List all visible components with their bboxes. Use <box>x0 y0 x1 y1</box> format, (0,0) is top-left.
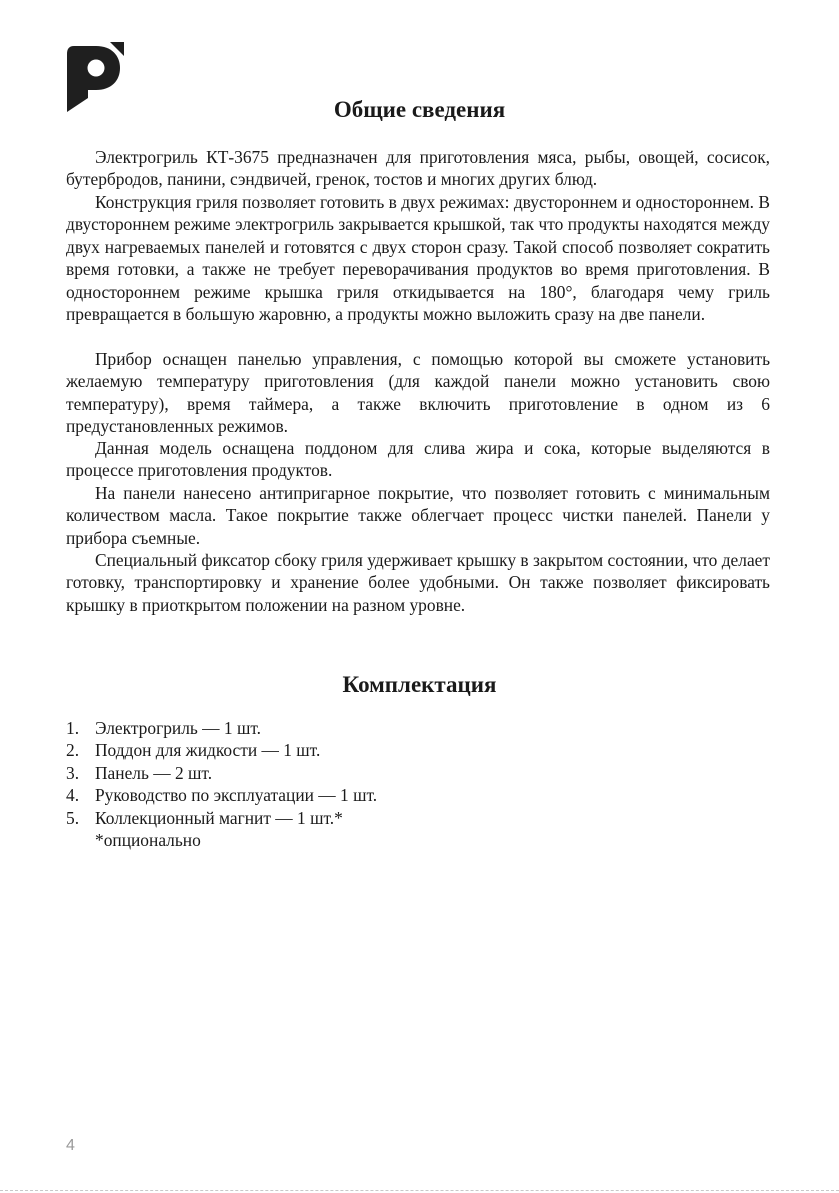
list-item-text: Руководство по эксплуатации — 1 шт. <box>95 785 378 806</box>
list-item-number: 1. <box>66 718 80 738</box>
paragraph-control-panel: Прибор оснащен панелью управления, с помощью которой вы сможете установить желаемую температуру приготовления (для каждой панели можно установить свою температуру), время таймера, а также включить приготовление в одном из 6 предустановленных режимов. <box>66 349 770 437</box>
list-item-number: 2. <box>66 740 80 761</box>
section-title-contents: Комплектация <box>342 672 497 697</box>
list-item <box>66 717 770 739</box>
section-title-general: Общие сведения <box>333 97 506 122</box>
contents-list <box>66 717 770 851</box>
paragraph-latch: Специальный фиксатор сбоку гриля удерживает крышку в закрытом состоянии, что делает готовку, транспортировку и хранение более удобными. Он также позволяет фиксировать крышку в приоткрытом положении на разном уровне. <box>66 550 770 615</box>
list-item-number: 5. <box>66 807 80 828</box>
list-item-number: 4. <box>66 785 80 806</box>
list-item <box>66 739 770 761</box>
list-item-text: Электрогриль — 1 шт. <box>95 718 261 738</box>
list-item <box>66 762 770 784</box>
paragraph-drip-tray: Данная модель оснащена поддоном для слива жира и сока, которые выделяются в процессе приготовления продуктов. <box>66 438 770 481</box>
list-item-text: Панель — 2 шт. <box>95 762 213 783</box>
list-item <box>66 784 770 806</box>
footnote: *опционально <box>95 830 201 851</box>
list-item <box>66 807 770 829</box>
paragraph-modes: Конструкция гриля позволяет готовить в двух режимах: двустороннем и одностороннем. В двустороннем режиме электрогриль закрывается крышкой, так что продукты находятся между двух нагреваемых панелей и готовятся с двух сторон сразу. Такой способ позволяет сократить время готовки, а также не требует переворачивания продуктов во время приготовления. В одностороннем режиме крышка гриля откидывается на 180°, благодаря чему гриль превращается в большую жаровню, а продукты можно выложить сразу на две панели. <box>66 192 770 325</box>
page-edge-divider <box>0 1190 839 1191</box>
list-item-number: 3. <box>66 762 80 783</box>
paragraph-intro: Электрогриль КТ-3675 предназначен для приготовления мяса, рыбы, овощей, сосисок, бутербродов, панини, сэндвичей, гренок, тостов и многих других блюд. <box>66 147 770 190</box>
list-item-text: Коллекционный магнит — 1 шт.* <box>95 807 343 828</box>
page-number: 4 <box>66 1137 75 1154</box>
list-item-text: Поддон для жидкости — 1 шт. <box>95 740 321 761</box>
paragraph-nonstick: На панели нанесено антипригарное покрытие, что позволяет готовить с минимальным количеством масла. Такое покрытие также облегчает процесс чистки панелей. Панели у прибора съемные. <box>66 483 770 548</box>
